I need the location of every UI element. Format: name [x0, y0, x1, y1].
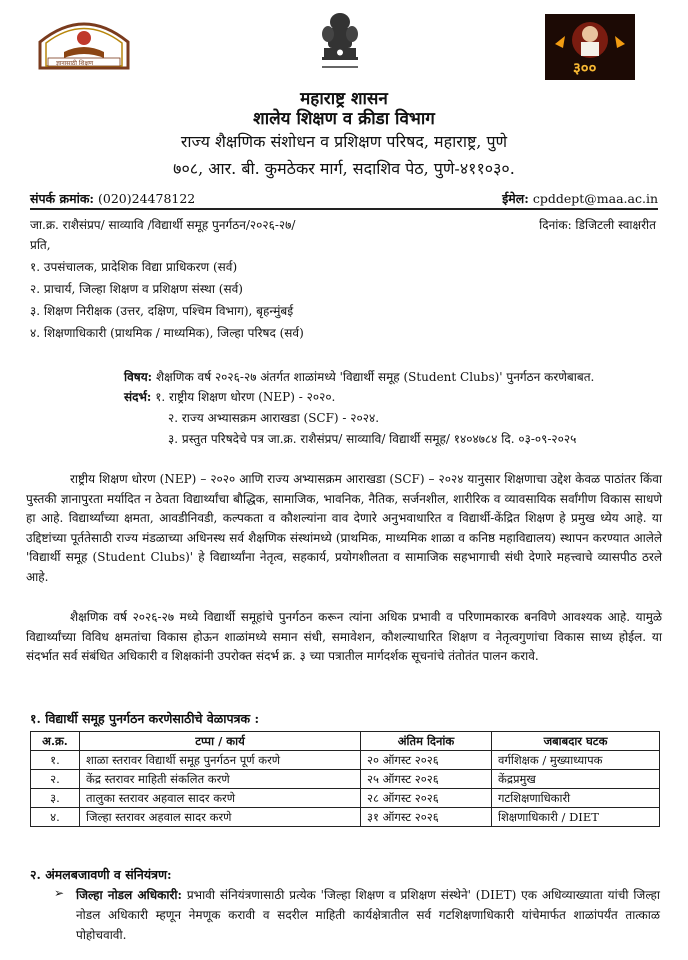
body-paragraph-2 — [26, 608, 662, 667]
letter-number: जा.क्र. राशैसंप्रप/ साव्यावि /विद्यार्थी समूह पुनर्गठन/२०२६-२७/ — [30, 218, 296, 232]
nodal-officer-bullet — [76, 885, 660, 945]
phone-label: संपर्क क्रमांक: — [30, 191, 95, 206]
cell-srno: ४. — [31, 808, 80, 827]
council-name: राज्य शैक्षणिक संशोधन व प्रशिक्षण परिषद, महाराष्ट्र, पुणे — [180, 132, 508, 151]
paragraph-text: राष्ट्रीय शिक्षण धोरण (NEP) – २०२० आणि राज्य अभ्यासक्रम आराखडा (SCF) – २०२४ यानुसार शिक्षणाचा उद्देश केवळ पाठांतर किंवा पुस्तकी ज्ञानापुरता मर्यादित न ठेवता विद्यार्थ्यांचा बौद्धिक, सामाजिक, भावनिक, नैतिक, सर्जनशील, शारीरिक व व्यावसायिक सर्वांगीण विकास साधणे हा आहे. विद्यार्थ्यांच्या क्षमता, आवडीनिवडी, कल्पकता व कौशल्यांना वाव देणारे अनुभवाधारित व विद्यार्थी-केंद्रित शिक्षण हे प्रमुख ध्येय आहे. या उद्दिष्टांच्या पूर्ततेसाठी राज्य मंडळाच्या अधिनस्थ सर्व शैक्षणिक संस्थांमध्ये (प्राथमिक, माध्यमिक शाळा व कनिष्ठ महाविद्यालय) स्थापन करण्यात आलेले 'विद्यार्थी समूह (Student Clubs)' हे विद्यार्थ्यांना नेतृत्व, सहकार्य, प्रयोगशीलता व सामाजिक सहभागाची संधी देणारे महत्त्वाचे व्यासपीठ ठरले आहे. — [26, 472, 662, 584]
cell-responsible: शिक्षणाधिकारी / DIET — [492, 808, 660, 827]
table-row — [31, 808, 660, 827]
phone-block — [30, 190, 195, 207]
subject-line — [124, 368, 664, 387]
table-row — [31, 751, 660, 770]
table-row — [31, 789, 660, 808]
bullet-arrow-icon: ➢ — [54, 886, 65, 900]
cell-responsible: केंद्रप्रमुख — [492, 770, 660, 789]
cell-deadline: २८ ऑगस्ट २०२६ — [361, 789, 492, 808]
bullet-text: प्रभावी संनियंत्रणासाठी प्रत्येक 'जिल्हा शिक्षण व प्रशिक्षण संस्थेने' (DIET) एक अधिव्याख्याता यांची जिल्हा नोडल अधिकारी म्हणून नेमणूक करावी व सदरील माहिती कार्यक्षेत्रातील सर्व गटशिक्षणाधिकारी यांचेमार्फत शाळांपर्यंत तात्काळ पोहोचवावी. — [76, 888, 660, 942]
subject-text: शैक्षणिक वर्ष २०२६-२७ अंतर्गत शाळांमध्ये 'विद्यार्थी समूह (Student Clubs)' पुनर्गठन करणेबाबत. — [155, 370, 595, 384]
reference-block — [124, 388, 335, 407]
logo-motto: ज्ञानासाठी शिक्षण — [56, 60, 94, 67]
letter-date: दिनांक: डिजिटली स्वाक्षरीत — [539, 218, 656, 232]
reference-label: संदर्भ: — [124, 390, 152, 404]
cell-deadline: २० ऑगस्ट २०२६ — [361, 751, 492, 770]
email-block — [502, 190, 658, 207]
cell-responsible: वर्गशिक्षक / मुख्याध्यापक — [492, 751, 660, 770]
section1-title: १. विद्यार्थी समूह पुनर्गठन करणेसाठीचे वेळापत्रक : — [30, 711, 260, 726]
govt-name: महाराष्ट्र शासन — [300, 89, 388, 109]
header-divider — [30, 208, 658, 210]
table-header-row — [31, 732, 660, 751]
cell-deadline: २५ ऑगस्ट २०२६ — [361, 770, 492, 789]
schedule-table — [30, 731, 660, 827]
addressee-label: प्रति, — [30, 238, 51, 252]
reference-item: १. राष्ट्रीय शिक्षण धोरण (NEP) - २०२०. — [155, 390, 336, 404]
cell-deadline: ३१ ऑगस्ट २०२६ — [361, 808, 492, 827]
addressee-block — [30, 236, 304, 343]
cell-task: केंद्र स्तरावर माहिती संकलित करणे — [80, 770, 361, 789]
email-address: cpddept@maa.ac.in — [532, 191, 658, 206]
paragraph-text: शैक्षणिक वर्ष २०२६-२७ मध्ये विद्यार्थी समूहांचे पुनर्गठन करून त्यांना अधिक प्रभावी व परिणामकारक बनविणे आवश्यक आहे. यामुळे विद्यार्थ्यांच्या विविध क्षमतांचा विकास होऊन शाळांमध्ये समान संधी, समावेशन, कौशल्याधारित शिक्षण व नेतृत्वगुणांचा विकास साध्य होईल. या संदर्भात सर्व संबंधित अधिकारी व शिक्षकांनी उपरोक्त संदर्भ क्र. ३ च्या पत्रातील मार्गदर्शक सूचनांचे तंतोतंत पालन करावे. — [26, 610, 662, 664]
body-paragraph-1 — [26, 470, 662, 588]
section2-title: २. अंमलबजावणी व संनियंत्रण: — [30, 867, 172, 882]
council-address: ७०८, आर. बी. कुमठेकर मार्ग, सदाशिव पेठ, पुणे-४११०३०. — [173, 159, 515, 178]
col-header-task: टप्पा / कार्य — [80, 732, 361, 751]
table-row — [31, 770, 660, 789]
cell-responsible: गटशिक्षणाधिकारी — [492, 789, 660, 808]
addressee-item: २. प्राचार्य, जिल्हा शिक्षण व प्रशिक्षण संस्था (सर्व) — [30, 282, 243, 296]
cell-task: शाळा स्तरावर विद्यार्थी समूह पुनर्गठन पूर्ण करणे — [80, 751, 361, 770]
reference-item: ३. प्रस्तुत परिषदेचे पत्र जा.क्र. राशैसंप्रप/ साव्यावि/ विद्यार्थी समूह/ १४०४७८४ दि. ०३-०९-२०२५ — [168, 432, 577, 446]
reference-item: २. राज्य अभ्यासक्रम आराखडा (SCF) - २०२४. — [168, 411, 380, 425]
col-header-srno: अ.क्र. — [31, 732, 80, 751]
scert-logo — [34, 12, 134, 74]
phone-number: (020)24478122 — [98, 191, 196, 206]
addressee-item: १. उपसंचालक, प्रादेशिक विद्या प्राधिकरण (सर्व) — [30, 260, 238, 274]
email-label: ईमेल: — [502, 191, 529, 206]
cell-srno: २. — [31, 770, 80, 789]
cell-srno: ३. — [31, 789, 80, 808]
cell-task: जिल्हा स्तरावर अहवाल सादर करणे — [80, 808, 361, 827]
col-header-responsible: जबाबदार घटक — [492, 732, 660, 751]
cell-srno: १. — [31, 751, 80, 770]
anniversary-number: ३०० — [573, 59, 597, 77]
addressee-item: ४. शिक्षणाधिकारी (प्राथमिक / माध्यमिक), जिल्हा परिषद (सर्व) — [30, 326, 304, 340]
subject-label: विषय: — [124, 370, 153, 384]
department-name: शालेय शिक्षण व क्रीडा विभाग — [253, 109, 435, 129]
col-header-deadline: अंतिम दिनांक — [361, 732, 492, 751]
cell-task: तालुका स्तरावर अहवाल सादर करणे — [80, 789, 361, 808]
addressee-item: ३. शिक्षण निरीक्षक (उत्तर, दक्षिण, पश्चिम विभाग), बृहन्मुंबई — [30, 304, 294, 318]
anniversary-logo — [545, 14, 635, 80]
bullet-label: जिल्हा नोडल अधिकारी: — [76, 888, 182, 902]
national-emblem-icon — [314, 8, 366, 80]
